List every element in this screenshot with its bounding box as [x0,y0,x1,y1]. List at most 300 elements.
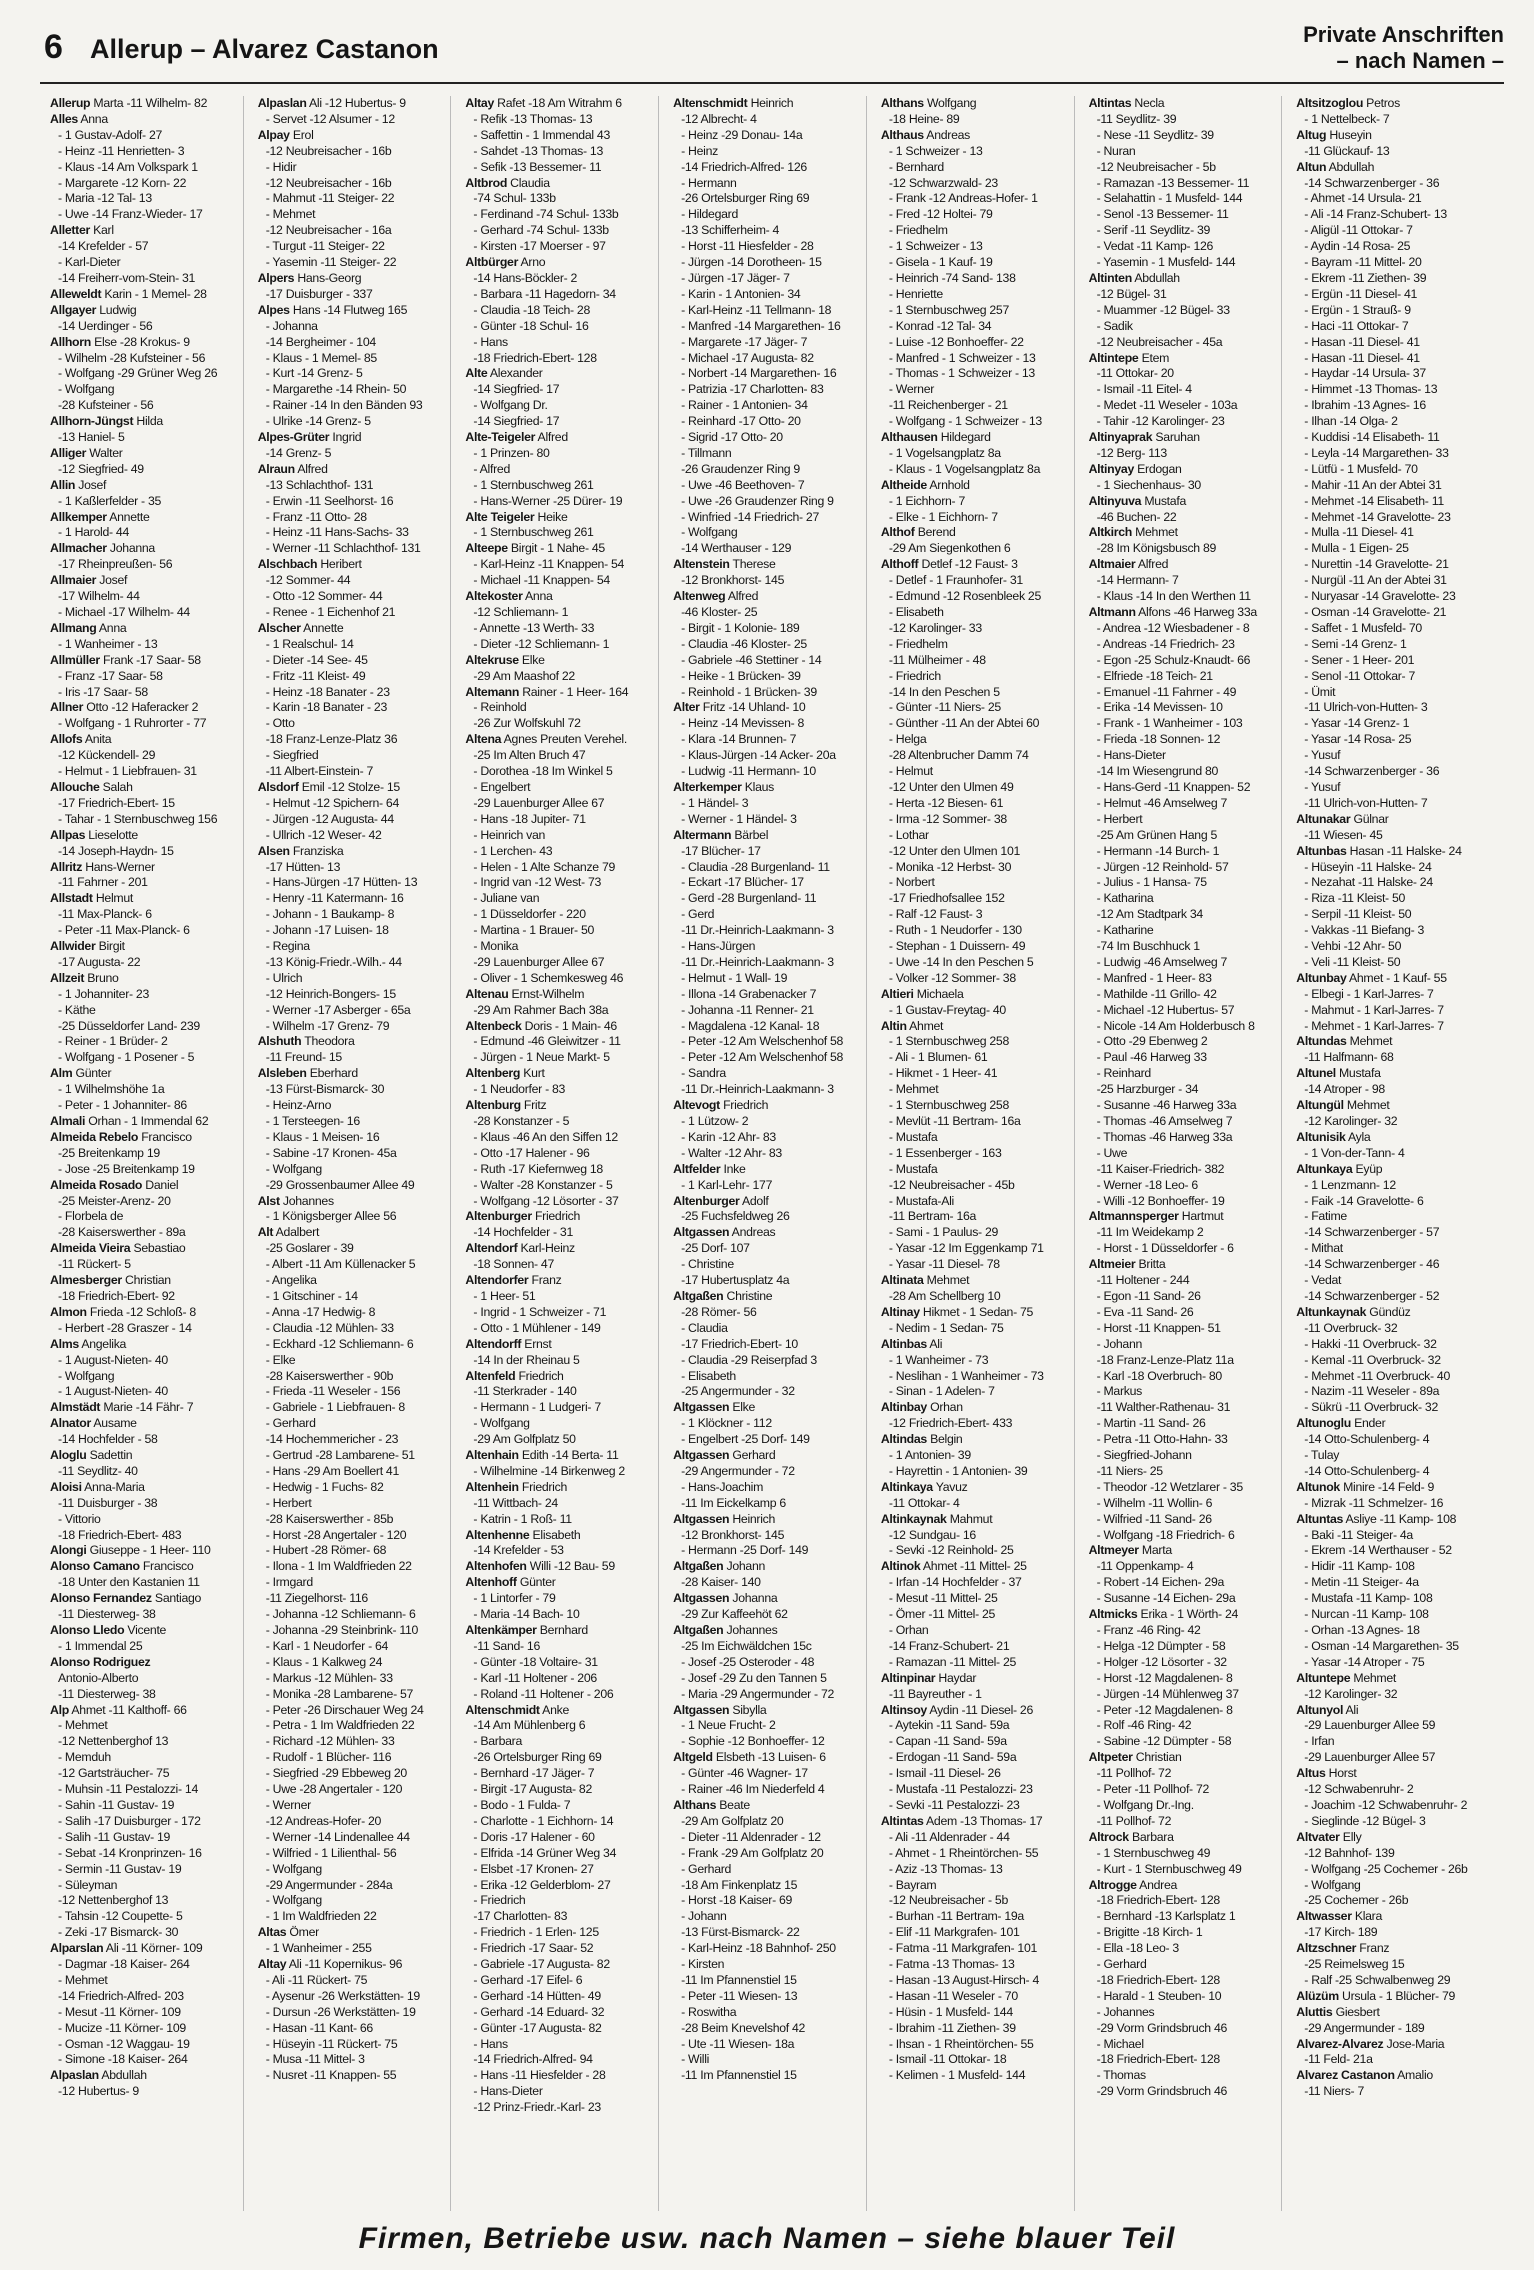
entry-text: -14 Hochemmericher - 23 [265,1432,399,1447]
list-item [258,1209,443,1225]
surname: Altgassen [673,1702,730,1717]
entry-text: - 1 Lintorfer - 79 [473,1591,556,1606]
entry-text: - Günter -46 Wagner- 17 [681,1766,808,1781]
list-item [1296,860,1482,876]
list-item [673,398,858,414]
list-item [1089,987,1274,1003]
surname: Alpay [257,127,290,142]
list-item [673,828,858,844]
list-item [465,1941,650,1957]
surname: Altsitzoglou [1296,96,1364,110]
list-item [50,446,235,462]
list-item [465,1289,650,1305]
entry-text: Ali [1345,1702,1359,1717]
list-item [673,1416,858,1432]
entry-text: - Hans [473,334,508,349]
list-item [673,1289,858,1305]
entry-text: -12 Karolinger- 33 [888,620,982,635]
list-item [50,1623,235,1639]
list-item [673,1559,858,1575]
entry-text: Hans -14 Flutweg 165 [292,302,408,317]
list-item [50,191,235,207]
entry-text: - Karl - 1 Neudorfer - 64 [265,1638,389,1653]
list-item [258,255,443,271]
entry-text: - Selahattin - 1 Musfeld- 144 [1096,191,1243,206]
list-item [673,1464,858,1480]
list-item [1089,398,1274,414]
entry-text: -12 Prinz-Friedr.-Karl- 23 [473,2100,601,2115]
surname: Altendorfer [465,1273,529,1288]
list-item [465,1909,650,1925]
list-item [50,287,235,303]
entry-text: - Maria -14 Bach- 10 [473,1607,580,1622]
list-item [50,860,235,876]
list-item [673,1146,858,1162]
entry-text: - Ali -14 Franz-Schubert- 13 [1304,207,1447,222]
entry-text: - Mustafa-Ali [888,1193,954,1208]
entry-text: - Sigrid -17 Otto- 20 [681,430,783,445]
list-item [881,1575,1066,1591]
entry-text: - 1 Realschul- 14 [265,636,354,651]
entry-text: Hasan -11 Halske- 24 [1349,843,1462,858]
list-item [881,287,1066,303]
list-item [673,748,858,764]
entry-text: Hartmut [1181,1209,1224,1224]
list-item [673,176,858,192]
entry-text: Giesbert [1335,2004,1380,2019]
entry-text: Etem [1141,350,1170,365]
entry-text: Barbara [1131,1829,1174,1844]
list-item [881,1480,1066,1496]
surname: Alnator [50,1416,91,1431]
list-item [881,1734,1066,1750]
list-item [258,2037,443,2053]
entry-text: Ahmet -11 Kalthoff- 66 [71,1702,187,1717]
entry-text: Mustafa [1144,493,1186,508]
list-item [1089,366,1274,382]
list-item [673,382,858,398]
list-item [258,844,443,860]
list-item [465,1734,650,1750]
entry-text: -14 Atroper - 98 [1304,1082,1385,1097]
entry-text: - Egon -11 Sand- 26 [1096,1288,1201,1303]
list-item [881,1591,1066,1607]
list-item [1296,1305,1482,1321]
surname: Altgassen [673,1225,730,1240]
list-item [673,112,858,128]
entry-text: -25 Im Eichwäldchen 15c [681,1638,812,1653]
list-item [1296,1862,1482,1878]
surname: Alpers [257,270,295,285]
list-item [258,764,443,780]
surname: Altvater [1296,1829,1340,1844]
entry-text: Belgin [930,1432,963,1447]
list-item [50,1289,235,1305]
entry-text: - Ekrem -14 Werthauser - 52 [1304,1543,1452,1558]
list-item [881,1543,1066,1559]
list-item [673,1098,858,1114]
entry-text: - Klaus - 1 Vogelsangplatz 8a [888,461,1041,476]
entry-text: Christine [726,1288,773,1303]
entry-text: - Helmut -12 Spichern- 64 [265,795,399,810]
entry-text: -11 Mülheimer - 48 [888,652,986,667]
list-item [1089,2037,1274,2053]
entry-text: - Heinz-Arno [265,1098,332,1113]
list-item [673,1623,858,1639]
entry-text: - Karl -11 Holtener - 206 [473,1670,597,1685]
surname: Alongi [50,1543,87,1558]
entry-text: - Irmgard [265,1575,313,1590]
list-item [1296,1130,1482,1146]
list-item [50,351,235,367]
entry-text: Anita [84,732,112,747]
entry-text: - Monika [473,939,519,954]
list-item [258,1989,443,2005]
entry-text: - 1 Lerchen- 43 [473,843,553,858]
list-item [673,764,858,780]
surname: Almeida Rosado [50,1177,143,1192]
directory-column [258,96,452,2211]
entry-text: -12 Nettenberghof 13 [58,1734,169,1749]
list-item [50,1369,235,1385]
entry-text: - Erika -12 Gelderblom- 27 [473,1877,611,1892]
entry-text: - Emanuel -11 Fahrner - 49 [1096,684,1237,699]
entry-text: -18 Friedrich-Ebert- 92 [58,1288,175,1303]
entry-text: Heinrich [750,96,794,110]
list-item [673,1655,858,1671]
entry-text: - 1 Von-der-Tann- 4 [1304,1145,1405,1160]
list-item [50,462,235,478]
entry-text: - Hermann -25 Dorf- 149 [681,1543,809,1558]
list-item [1089,1512,1274,1528]
surname: Altekoster [465,589,523,604]
entry-text: - Serpil -11 Kleist- 50 [1304,907,1412,922]
list-item [258,557,443,573]
entry-text: Mehmet [1135,525,1178,540]
entry-text: -29 Lauenburger Allee 67 [473,954,605,969]
list-item [465,1114,650,1130]
entry-text: Alfons -46 Harweg 33a [1138,605,1257,619]
surname: Altinten [1088,270,1132,285]
list-item [50,382,235,398]
list-item [258,1893,443,1909]
list-item [881,1448,1066,1464]
surname: Allritz [50,859,83,874]
entry-text: Ausame [93,1416,137,1431]
entry-text: - 1 Antonien- 39 [888,1448,971,1463]
entry-text: -12 Berg- 113 [1096,445,1167,460]
surname: Altinyaprak [1088,430,1153,445]
surname: Allhorn-Jüngst [50,414,134,429]
list-item [50,844,235,860]
entry-text: - 1 Sternbuschweg 258 [888,1034,1010,1049]
entry-text: - Karin -12 Ahr- 83 [681,1129,776,1144]
entry-text: -25 Reimelsweg 15 [1304,1957,1405,1972]
list-item [673,1543,858,1559]
entry-text: - Hans [473,2036,508,2051]
entry-text: -29 Vorm Grindsbruch 46 [1096,2020,1228,2035]
list-item [1296,1814,1482,1830]
list-item [258,351,443,367]
entry-text: -14 Schwarzenberger - 36 [1304,764,1440,779]
list-item [50,1750,235,1766]
entry-text: -11 Seydlitz- 40 [58,1463,138,1478]
entry-text: - Wolfgang [265,1161,322,1176]
entry-text: -28 Kaiserswerther - 85b [265,1511,394,1526]
list-item [465,287,650,303]
entry-text: - Faik -14 Gravelotte- 6 [1304,1193,1424,1208]
surname: Alvarez-Alvarez [1296,2036,1384,2051]
entry-text: - Klaus -14 In den Werthen 11 [1096,589,1251,604]
entry-text: - Horst -28 Angertaler - 120 [265,1527,407,1542]
list-item [673,1162,858,1178]
list-item [465,557,650,573]
entry-text: - Herta -12 Biesen- 61 [888,795,1004,810]
entry-text: - Hans-Jürgen -17 Hütten- 13 [265,875,418,890]
entry-text: - Wilhelm -17 Grenz- 79 [265,1018,390,1033]
entry-text: - Werner -14 Lindenallee 44 [265,1829,410,1844]
entry-text: - Helmut - 1 Liebfrauen- 31 [58,764,197,779]
entry-text: - Hidir -11 Kamp- 108 [1304,1559,1415,1574]
list-item [465,1973,650,1989]
entry-text: Annette [303,620,344,635]
entry-text: Heike [537,509,568,524]
entry-text: - Uwe -26 Graudenzer Ring 9 [681,493,834,508]
entry-text: - Senol -13 Bessemer- 11 [1096,207,1229,222]
list-item [881,2037,1066,2053]
list-item [465,1893,650,1909]
surname: Allmang [50,620,97,635]
list-item [673,557,858,573]
entry-text: -11 Duisburger - 38 [58,1495,158,1510]
entry-text: - Margarethe -14 Rhein- 50 [265,382,407,397]
entry-text: - Franz -17 Saar- 58 [58,668,163,683]
entry-text: Annette [109,509,150,524]
list-item [1296,1830,1482,1846]
list-item [1296,1591,1482,1607]
list-item [673,685,858,701]
surname: Allhorn [50,334,91,349]
entry-text: Abdullah [1134,270,1180,285]
list-item [1089,605,1274,621]
entry-text: - Barbara -11 Hagedorn- 34 [473,286,616,301]
entry-text: - Sandra [681,1066,726,1081]
entry-text: - Sahin -11 Gustav- 19 [58,1797,175,1812]
list-item [881,1973,1066,1989]
list-item [50,255,235,271]
entry-text: - Michael -12 Hubertus- 57 [1096,1002,1235,1017]
entry-text: - Claudia -46 Kloster- 25 [681,636,807,651]
list-item [258,1543,443,1559]
list-item [465,1209,650,1225]
entry-text: - Yasar -14 Grenz- 1 [1304,716,1410,731]
list-item [1296,2084,1482,2100]
list-item [465,207,650,223]
list-item [1089,541,1274,557]
list-item [50,510,235,526]
list-item [50,2021,235,2037]
list-item [258,1225,443,1241]
list-item [881,303,1066,319]
entry-text: -11 Max-Planck- 6 [58,907,152,922]
list-item [1089,1178,1274,1194]
entry-text: - Sadik [1096,318,1133,333]
entry-text: - Fred -12 Holtei- 79 [888,207,993,222]
list-item [1296,1337,1482,1353]
list-item [673,987,858,1003]
entry-text: -18 Friedrich-Ebert- 128 [1096,1893,1220,1908]
entry-text: - Illona -14 Grabenacker 7 [681,986,817,1001]
list-item [673,1273,858,1289]
entry-text: -14 Grenz- 5 [265,445,332,460]
list-item [465,176,650,192]
entry-text: -12 Bronkhorst- 145 [681,1527,785,1542]
list-item [673,716,858,732]
list-item [1296,176,1482,192]
surname: Altenhenne [465,1527,530,1542]
entry-text: Johannes [282,1193,334,1208]
surname: Alp [50,1702,69,1717]
entry-text: -11 Feld- 21a [1304,2052,1373,2067]
entry-text: -29 Grossenbaumer Allee 49 [265,1177,415,1192]
entry-text: Marie -14 Fähr- 7 [103,1400,194,1415]
list-item [881,207,1066,223]
list-item [881,716,1066,732]
list-item [258,414,443,430]
list-item [50,144,235,160]
entry-text: Alfred [297,461,328,476]
list-item [258,589,443,605]
list-item [1089,1464,1274,1480]
list-item [881,987,1066,1003]
list-item [50,1305,235,1321]
list-item [465,255,650,271]
list-item [465,1607,650,1623]
entry-text: - Mehmet [58,1972,108,1987]
entry-text: - Zeki -17 Bismarck- 30 [58,1925,179,1940]
list-item [881,271,1066,287]
list-item [1089,1782,1274,1798]
entry-text: Franz [531,1273,562,1288]
entry-text: - Ralf -25 Schwalbenweg 29 [1304,1972,1451,1987]
entry-text: -14 Friedrich-Alfred- 94 [473,2052,593,2067]
entry-text: Johanna [732,1591,778,1606]
list-item [1296,780,1482,796]
list-item [673,1050,858,1066]
list-item [1089,1305,1274,1321]
entry-text: - Mithat [1304,1241,1343,1256]
list-item [1296,1512,1482,1528]
surname: Alt [257,1225,274,1240]
entry-text: - Manfred - 1 Schweizer - 13 [888,350,1036,365]
list-item [673,621,858,637]
list-item [258,2068,443,2084]
entry-text: - Ramazan -11 Mittel- 25 [888,1654,1017,1669]
entry-text: Abdullah [101,2068,147,2083]
entry-text: - Bodo - 1 Fulda- 7 [473,1797,571,1812]
directory-column [465,96,659,2211]
entry-text: -14 Schwarzenberger - 52 [1304,1288,1440,1303]
entry-text: - Patrizia -17 Charlotten- 83 [681,382,824,397]
entry-text: Santiago [154,1591,202,1606]
list-item [50,1448,235,1464]
list-item [1089,510,1274,526]
entry-text: - Saffet - 1 Musfeld- 70 [1304,620,1422,635]
entry-text: Minire -14 Feld- 9 [1343,1479,1435,1494]
list-item [258,860,443,876]
list-item [881,939,1066,955]
entry-text: - Ismail -11 Ottokar- 18 [888,2052,1007,2067]
list-item [50,1209,235,1225]
entry-text: - Hans-Werner -25 Dürer- 19 [473,493,623,508]
entry-text: - Wolfgang -12 Lösorter - 37 [473,1193,619,1208]
list-item [881,1830,1066,1846]
list-item [1089,557,1274,573]
entry-text: - Manfred -14 Margarethen- 16 [681,318,841,333]
entry-text: -25 Breitenkamp 19 [58,1145,160,1160]
list-item [465,1003,650,1019]
entry-text: Salah [102,779,133,794]
list-item [465,1878,650,1894]
list-item [881,1162,1066,1178]
entry-text: - Orhan -13 Agnes- 18 [1304,1623,1420,1637]
list-item [1089,1846,1274,1862]
list-item [258,1289,443,1305]
list-item [881,1941,1066,1957]
entry-text: -12 Neubreisacher - 16b [265,143,392,158]
entry-text: - 1 Düsseldorfer - 220 [473,907,586,922]
list-item [1296,1607,1482,1623]
list-item [881,430,1066,446]
list-item [881,1718,1066,1734]
list-item [50,1257,235,1273]
entry-text: Anna [80,111,108,126]
entry-text: - Johann [681,1909,727,1924]
list-item [50,239,235,255]
entry-text: - Mehmet [265,207,316,222]
entry-text: -11 Fahrner - 201 [58,875,148,890]
list-item [673,780,858,796]
surname: Altintas [1088,96,1132,110]
list-item [673,669,858,685]
list-item [1296,191,1482,207]
entry-text: - Heinz -14 Mevissen- 8 [681,716,805,731]
entry-text: - 1 Heer- 51 [473,1288,536,1303]
list-item [465,1543,650,1559]
entry-text: - Mevlüt -11 Bertram- 16a [888,1114,1021,1128]
list-item [258,1718,443,1734]
list-item [1089,1082,1274,1098]
list-item [258,907,443,923]
list-item [1296,1289,1482,1305]
list-item [673,1798,858,1814]
entry-text: -14 Krefelder - 57 [58,239,149,254]
list-item [1296,1655,1482,1671]
list-item [50,1273,235,1289]
entry-text: - Eva -11 Sand- 26 [1096,1304,1194,1319]
entry-text: Inke [723,1161,746,1176]
entry-text: - Ulrich [265,970,303,985]
directory-column [1089,96,1283,2211]
entry-text: - Werner [888,382,935,397]
entry-text: - Petra -11 Otto-Hahn- 33 [1096,1432,1228,1447]
entry-text: - Horst -18 Kaiser- 69 [681,1893,793,1908]
list-item [50,1194,235,1210]
entry-text: -29 Am Maashof 22 [473,668,575,683]
list-item [881,160,1066,176]
list-item [1296,1400,1482,1416]
page-title: Allerup – Alvarez Castanon [90,34,439,64]
